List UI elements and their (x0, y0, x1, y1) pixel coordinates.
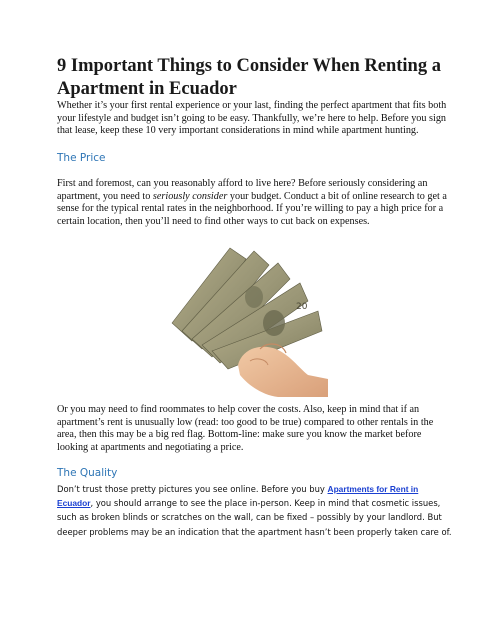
price-paragraph-2: Or you may need to find roommates to help cover the costs. Also, keep in mind that if an apartment’s rent is unusually low (read: too good to be true) compared to other rentals in the area, then this may be a big red flag. Bottom-line: make sure you know the market before looking at apartments and negotiating a price. (57, 404, 434, 453)
apartments-link[interactable]: Apartments for Rent in Ecuador (57, 484, 419, 509)
money-hand-photo (168, 245, 328, 397)
svg-text:20: 20 (296, 302, 308, 312)
article-title: 9 Important Things to Consider When Renting a Apartment in Ecuador (57, 56, 441, 99)
price-emphasis: seriously consider (152, 190, 228, 202)
intro-paragraph: Whether it’s your first rental experience or your last, finding the perfect apartment that fits both your lifestyle and budget isn’t going to be easy. Thankfully, we’re here to help. Before you sign that lease, keep these 10 very important considerations in mind while apartment hunting. (57, 100, 447, 137)
bill-fan (172, 248, 322, 369)
quality-text-a: Don’t trust those pretty pictures you see online. Before you buy (57, 484, 328, 494)
price-text-a: First and foremost, can you reasonably afford to live here? Before seriously considering an apartment, you need to (57, 178, 428, 202)
quality-heading: The Quality (57, 467, 118, 479)
quality-paragraph (57, 482, 452, 539)
price-paragraph-1 (57, 178, 447, 228)
price-heading: The Price (57, 152, 106, 164)
hand (238, 344, 328, 397)
quality-text-b: , you should arrange to see the place in-person. Keep in mind that cosmetic issues, such as broken blinds or scratches on the wall, can be fixed – possibly by your landlord. But deeper problems may be an indication that the apartment hasn’t been properly taken care of. (57, 498, 452, 537)
price-text-b: your budget. Conduct a bit of online research to get a sense for the typical rental rates in the neighborhood. If you’re willing to pay a high price for a certain location, then you’ll need to find other ways to cut back on expenses. (57, 190, 447, 227)
